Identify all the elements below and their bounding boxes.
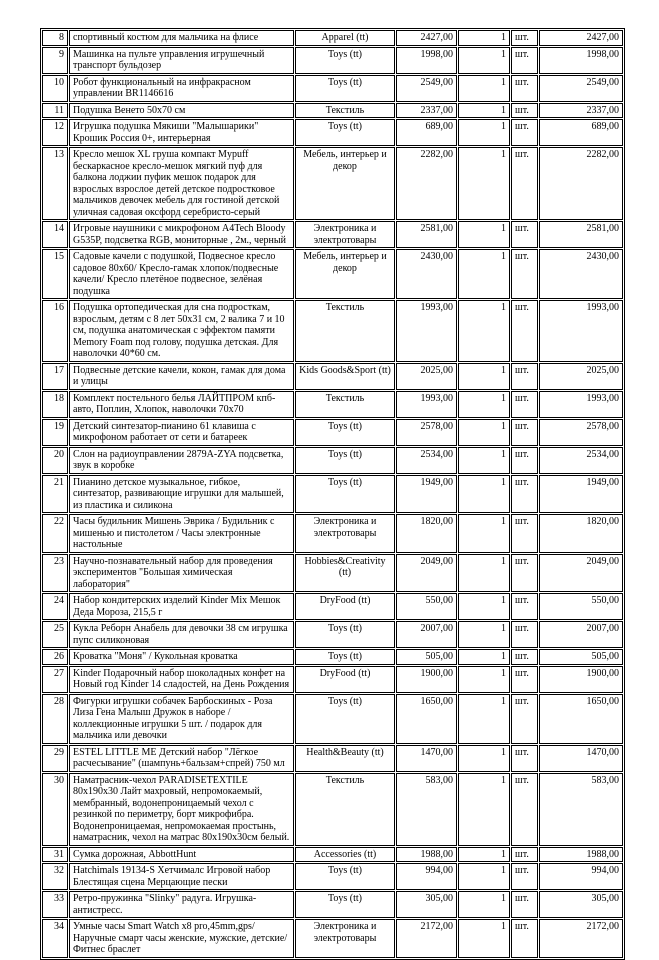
- cell-description: Фигурки игрушки собачек Барбоскиных - Роза Лиза Гена Малыш Дружок в наборе / коллекционные игрушки 5 шт. / подарок для мальчика или девочки: [69, 694, 294, 744]
- cell-price: 505,00: [396, 649, 457, 665]
- cell-num: 8: [42, 30, 68, 46]
- cell-price: 550,00: [396, 593, 457, 620]
- cell-total: 994,00: [539, 863, 623, 890]
- cell-category: Kids Goods&Sport (tt): [295, 363, 395, 390]
- table-row: [42, 694, 623, 744]
- cell-total: 2430,00: [539, 249, 623, 299]
- cell-total: 1993,00: [539, 391, 623, 418]
- cell-category: Toys (tt): [295, 863, 395, 890]
- cell-unit: шт.: [511, 447, 538, 474]
- cell-qty: 1: [458, 666, 510, 693]
- cell-total: 1949,00: [539, 475, 623, 514]
- cell-num: 23: [42, 554, 68, 593]
- cell-num: 30: [42, 773, 68, 846]
- cell-unit: шт.: [511, 475, 538, 514]
- cell-price: 1993,00: [396, 391, 457, 418]
- cell-total: 1993,00: [539, 300, 623, 362]
- cell-description: Комплект постельного белья ЛАЙТПРОМ кпб-авто, Поплин, Хлопок, наволочки 70х70: [69, 391, 294, 418]
- cell-num: 14: [42, 221, 68, 248]
- cell-qty: 1: [458, 447, 510, 474]
- cell-total: 550,00: [539, 593, 623, 620]
- cell-category: Электроника и электротовары: [295, 514, 395, 553]
- table-row: [42, 554, 623, 593]
- cell-total: 1820,00: [539, 514, 623, 553]
- table-row: [42, 363, 623, 390]
- cell-num: 20: [42, 447, 68, 474]
- cell-total: 2581,00: [539, 221, 623, 248]
- cell-category: DryFood (tt): [295, 666, 395, 693]
- cell-category: Toys (tt): [295, 447, 395, 474]
- cell-num: 28: [42, 694, 68, 744]
- cell-price: 1470,00: [396, 745, 457, 772]
- cell-unit: шт.: [511, 745, 538, 772]
- cell-price: 1900,00: [396, 666, 457, 693]
- cell-qty: 1: [458, 221, 510, 248]
- table-row: [42, 419, 623, 446]
- cell-qty: 1: [458, 47, 510, 74]
- cell-description: Hatchimals 19134-S Хетчималс Игровой набор Блестящая сцена Мерцающие пески: [69, 863, 294, 890]
- cell-num: 18: [42, 391, 68, 418]
- cell-category: Toys (tt): [295, 47, 395, 74]
- cell-total: 2049,00: [539, 554, 623, 593]
- cell-total: 1470,00: [539, 745, 623, 772]
- cell-price: 1949,00: [396, 475, 457, 514]
- cell-num: 33: [42, 891, 68, 918]
- cell-qty: 1: [458, 593, 510, 620]
- cell-qty: 1: [458, 30, 510, 46]
- cell-total: 1900,00: [539, 666, 623, 693]
- cell-description: Детский синтезатор-пианино 61 клавиша с микрофоном работает от сети и батареек: [69, 419, 294, 446]
- cell-unit: шт.: [511, 119, 538, 146]
- cell-total: 2282,00: [539, 147, 623, 220]
- cell-price: 2049,00: [396, 554, 457, 593]
- cell-description: Умные часы Smart Watch x8 pro,45mm,gps/Наручные смарт часы женские, мужские, детские/Фитнес браслет: [69, 919, 294, 958]
- cell-num: 31: [42, 847, 68, 863]
- cell-qty: 1: [458, 75, 510, 102]
- cell-total: 2025,00: [539, 363, 623, 390]
- cell-num: 21: [42, 475, 68, 514]
- cell-qty: 1: [458, 863, 510, 890]
- cell-category: Текстиль: [295, 391, 395, 418]
- cell-price: 2581,00: [396, 221, 457, 248]
- table-row: [42, 863, 623, 890]
- cell-unit: шт.: [511, 300, 538, 362]
- invoice-items-table: [40, 28, 625, 960]
- cell-category: Текстиль: [295, 773, 395, 846]
- cell-price: 2549,00: [396, 75, 457, 102]
- table-row: [42, 745, 623, 772]
- cell-category: Toys (tt): [295, 649, 395, 665]
- cell-unit: шт.: [511, 649, 538, 665]
- table-row: [42, 593, 623, 620]
- cell-price: 2007,00: [396, 621, 457, 648]
- table-row: [42, 447, 623, 474]
- table-row: [42, 75, 623, 102]
- cell-category: Toys (tt): [295, 694, 395, 744]
- cell-unit: шт.: [511, 419, 538, 446]
- cell-price: 2430,00: [396, 249, 457, 299]
- table-row: [42, 103, 623, 119]
- cell-num: 24: [42, 593, 68, 620]
- table-row: [42, 773, 623, 846]
- cell-description: Научно-познавательный набор для проведения экспериментов "Большая химическая лаборатория": [69, 554, 294, 593]
- cell-description: Наматрасник-чехол PARADISETEXTILE 80x190x30 Лайт махровый, непромокаемый, мембранный, водонепроницаемый чехол с резинкой по периметру, борт микрофибра. Водонепроницаемая, непромокаемая простынь, наматрасник, чехол на матрас 80х190х30см белый.: [69, 773, 294, 846]
- cell-unit: шт.: [511, 891, 538, 918]
- cell-category: Toys (tt): [295, 419, 395, 446]
- cell-description: Подушка Венето 50х70 см: [69, 103, 294, 119]
- table-row: [42, 147, 623, 220]
- cell-description: Пианино детское музыкальное, гибкое, синтезатор, развивающие игрушки для малышей, из пластика и силикона: [69, 475, 294, 514]
- cell-price: 1988,00: [396, 847, 457, 863]
- cell-total: 2172,00: [539, 919, 623, 958]
- cell-price: 1993,00: [396, 300, 457, 362]
- cell-num: 12: [42, 119, 68, 146]
- cell-total: 583,00: [539, 773, 623, 846]
- cell-description: Игровые наушники с микрофоном A4Tech Bloody G535P, подсветка RGB, мониторные , 2м., черный: [69, 221, 294, 248]
- cell-description: Сумка дорожная, AbbottHunt: [69, 847, 294, 863]
- cell-price: 1650,00: [396, 694, 457, 744]
- cell-description: Ретро-пружинка "Slinky" радуга. Игрушка-антистресс.: [69, 891, 294, 918]
- cell-description: Подвесные детские качели, кокон, гамак для дома и улицы: [69, 363, 294, 390]
- cell-category: Toys (tt): [295, 119, 395, 146]
- cell-total: 1988,00: [539, 847, 623, 863]
- cell-category: Мебель, интерьер и декор: [295, 147, 395, 220]
- cell-category: Электроника и электротовары: [295, 919, 395, 958]
- cell-price: 2427,00: [396, 30, 457, 46]
- cell-num: 16: [42, 300, 68, 362]
- cell-price: 305,00: [396, 891, 457, 918]
- cell-unit: шт.: [511, 919, 538, 958]
- cell-total: 2534,00: [539, 447, 623, 474]
- cell-unit: шт.: [511, 147, 538, 220]
- cell-category: Электроника и электротовары: [295, 221, 395, 248]
- cell-unit: шт.: [511, 863, 538, 890]
- cell-total: 2427,00: [539, 30, 623, 46]
- cell-description: Набор кондитерских изделий Kinder Mix Мешок Деда Мороза, 215,5 г: [69, 593, 294, 620]
- cell-description: Машинка на пульте управления игрушечный транспорт бульдозер: [69, 47, 294, 74]
- cell-description: Слон на радиоуправлении 2879A-ZYA подсветка, звук в коробке: [69, 447, 294, 474]
- cell-description: Кроватка "Моня" / Кукольная кроватка: [69, 649, 294, 665]
- cell-category: Health&Beauty (tt): [295, 745, 395, 772]
- cell-price: 1820,00: [396, 514, 457, 553]
- cell-num: 25: [42, 621, 68, 648]
- cell-total: 1998,00: [539, 47, 623, 74]
- table-row: [42, 666, 623, 693]
- cell-description: Игрушка подушка Мякиши "Малышарики" Крошик Россия 0+, интерьерная: [69, 119, 294, 146]
- cell-description: Садовые качели с подушкой, Подвесное кресло садовое 80х60/ Кресло-гамак хлопок/подвесные качели/ Кресло плетёное подвесное, зелёная подушка: [69, 249, 294, 299]
- cell-unit: шт.: [511, 103, 538, 119]
- cell-num: 13: [42, 147, 68, 220]
- cell-category: Apparel (tt): [295, 30, 395, 46]
- cell-qty: 1: [458, 514, 510, 553]
- cell-description: Kinder Подарочный набор шоколадных конфет на Новый год Kinder 14 сладостей, на День Рождения: [69, 666, 294, 693]
- table-row: [42, 847, 623, 863]
- cell-num: 34: [42, 919, 68, 958]
- cell-category: Мебель, интерьер и декор: [295, 249, 395, 299]
- cell-qty: 1: [458, 249, 510, 299]
- cell-description: Подушка ортопедическая для сна подросткам, взрослым, детям с 8 лет 50х31 см, 2 валика 7 и 10 см, подушка анатомическая с эффектом памяти Memory Foam под голову, подушка детская. Для наволочки 40*60 см.: [69, 300, 294, 362]
- cell-unit: шт.: [511, 554, 538, 593]
- cell-unit: шт.: [511, 621, 538, 648]
- cell-qty: 1: [458, 300, 510, 362]
- table-row: [42, 30, 623, 46]
- cell-category: Toys (tt): [295, 891, 395, 918]
- cell-price: 2025,00: [396, 363, 457, 390]
- table-row: [42, 475, 623, 514]
- cell-total: 2578,00: [539, 419, 623, 446]
- cell-num: 22: [42, 514, 68, 553]
- cell-total: 689,00: [539, 119, 623, 146]
- cell-qty: 1: [458, 103, 510, 119]
- cell-qty: 1: [458, 773, 510, 846]
- table-row: [42, 649, 623, 665]
- cell-qty: 1: [458, 147, 510, 220]
- cell-num: 26: [42, 649, 68, 665]
- cell-unit: шт.: [511, 30, 538, 46]
- cell-category: DryFood (tt): [295, 593, 395, 620]
- cell-num: 27: [42, 666, 68, 693]
- table-row: [42, 514, 623, 553]
- cell-price: 583,00: [396, 773, 457, 846]
- cell-unit: шт.: [511, 391, 538, 418]
- cell-price: 689,00: [396, 119, 457, 146]
- cell-total: 1650,00: [539, 694, 623, 744]
- cell-qty: 1: [458, 475, 510, 514]
- cell-total: 305,00: [539, 891, 623, 918]
- cell-price: 994,00: [396, 863, 457, 890]
- cell-num: 29: [42, 745, 68, 772]
- cell-category: Toys (tt): [295, 475, 395, 514]
- table-row: [42, 621, 623, 648]
- cell-description: Кресло мешок XL груша компакт Mypuff бескаркасное кресло-мешок мягкий пуф для балкона лоджии пуфик мешок подарок для взрослых взрослое детей детское подростковое мальчиков девочек мебель для гостиной детской уличная садовая оксфорд серебристо-серый: [69, 147, 294, 220]
- cell-num: 19: [42, 419, 68, 446]
- cell-price: 2172,00: [396, 919, 457, 958]
- table-row: [42, 47, 623, 74]
- cell-description: спортивный костюм для мальчика на флисе: [69, 30, 294, 46]
- cell-qty: 1: [458, 919, 510, 958]
- cell-price: 2282,00: [396, 147, 457, 220]
- cell-total: 505,00: [539, 649, 623, 665]
- table-row: [42, 119, 623, 146]
- cell-category: Текстиль: [295, 103, 395, 119]
- cell-qty: 1: [458, 649, 510, 665]
- cell-qty: 1: [458, 363, 510, 390]
- cell-category: Текстиль: [295, 300, 395, 362]
- cell-unit: шт.: [511, 47, 538, 74]
- cell-total: 2337,00: [539, 103, 623, 119]
- cell-category: Toys (tt): [295, 75, 395, 102]
- cell-unit: шт.: [511, 773, 538, 846]
- cell-description: Кукла Реборн Анабель для девочки 38 см игрушка пупс силиконовая: [69, 621, 294, 648]
- cell-qty: 1: [458, 694, 510, 744]
- cell-category: Hobbies&Creativity (tt): [295, 554, 395, 593]
- cell-unit: шт.: [511, 221, 538, 248]
- cell-price: 1998,00: [396, 47, 457, 74]
- cell-unit: шт.: [511, 694, 538, 744]
- cell-num: 9: [42, 47, 68, 74]
- cell-unit: шт.: [511, 363, 538, 390]
- cell-category: Toys (tt): [295, 621, 395, 648]
- cell-qty: 1: [458, 891, 510, 918]
- cell-unit: шт.: [511, 847, 538, 863]
- cell-num: 10: [42, 75, 68, 102]
- cell-total: 2007,00: [539, 621, 623, 648]
- table-row: [42, 249, 623, 299]
- cell-description: Робот функциональный на инфракрасном управлении BR1146616: [69, 75, 294, 102]
- table-row: [42, 221, 623, 248]
- cell-total: 2549,00: [539, 75, 623, 102]
- cell-qty: 1: [458, 119, 510, 146]
- cell-description: Часы будильник Мишень Эврика / Будильник с мишенью и пистолетом / Часы электронные настольные: [69, 514, 294, 553]
- cell-qty: 1: [458, 745, 510, 772]
- cell-unit: шт.: [511, 666, 538, 693]
- cell-num: 17: [42, 363, 68, 390]
- cell-price: 2578,00: [396, 419, 457, 446]
- cell-unit: шт.: [511, 75, 538, 102]
- cell-qty: 1: [458, 554, 510, 593]
- cell-qty: 1: [458, 391, 510, 418]
- cell-qty: 1: [458, 847, 510, 863]
- cell-unit: шт.: [511, 249, 538, 299]
- cell-qty: 1: [458, 621, 510, 648]
- table-body: [42, 30, 623, 958]
- cell-price: 2337,00: [396, 103, 457, 119]
- cell-num: 15: [42, 249, 68, 299]
- table-row: [42, 391, 623, 418]
- cell-num: 11: [42, 103, 68, 119]
- cell-category: Accessories (tt): [295, 847, 395, 863]
- cell-description: ESTEL LITTLE ME Детский набор "Лёгкое расчесывание" (шампунь+бальзам+спрей) 750 мл: [69, 745, 294, 772]
- cell-num: 32: [42, 863, 68, 890]
- cell-qty: 1: [458, 419, 510, 446]
- cell-price: 2534,00: [396, 447, 457, 474]
- table-row: [42, 891, 623, 918]
- cell-unit: шт.: [511, 593, 538, 620]
- cell-unit: шт.: [511, 514, 538, 553]
- table-row: [42, 300, 623, 362]
- table-row: [42, 919, 623, 958]
